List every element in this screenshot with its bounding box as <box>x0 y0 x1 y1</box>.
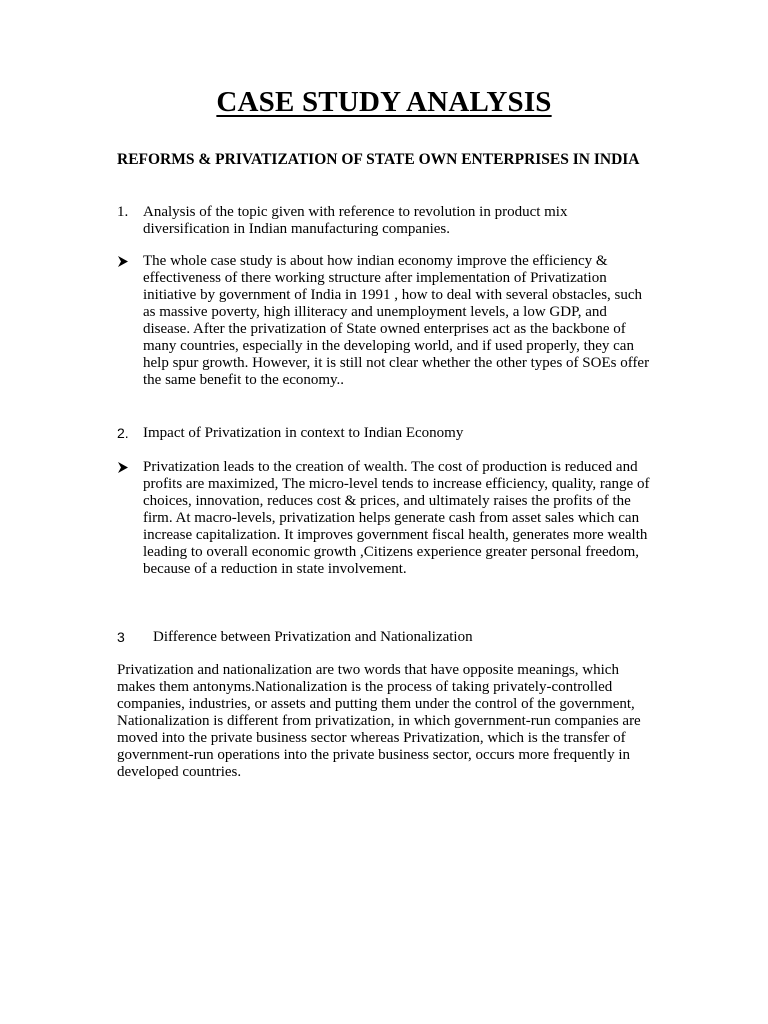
section-3-paragraph: Privatization and nationalization are two words that have opposite meanings, which makes them antonyms.Nationalization is the process of taking privately-controlled companies, industries, or assets and putting them under the control of the government, Nationalization is different from privatization, in which government-run companies are moved into the private business sector whereas Privatization, which is the transfer of government-run operations into the private business sector, occurs more frequently in developed countries. <box>117 662 641 780</box>
section-1-bullet-text: The whole case study is about how indian economy improve the efficiency & effectiveness of there working structure after implementation of Privatization initiative by government of India in 1991 , how to deal with several obstacles, such as massive poverty, high illiteracy and unemployment levels, a low GDP, and disease. After the privatization of State owned enterprises act as the backbone of many countries, especially in the developing world, and if used properly, they can help spur growth. However, it is still not clear whether the other types of SOEs offer the same benefit to the economy.. <box>143 253 650 388</box>
section-2-item <box>117 425 657 442</box>
section-3-number: 3 <box>117 629 125 645</box>
arrow-bullet-icon <box>117 461 129 474</box>
section-3-label: Difference between Privatization and Nationalization <box>153 629 473 645</box>
section-1-label: Analysis of the topic given with reference to revolution in product mix diversification in Indian manufacturing companies. <box>143 204 568 237</box>
section-1-number: 1. <box>117 204 129 220</box>
page-title: CASE STUDY ANALYSIS <box>216 86 552 118</box>
section-2-bullet <box>117 459 657 578</box>
section-1-item <box>117 204 657 238</box>
section-1-bullet <box>117 253 657 389</box>
section-2-number: 2. <box>117 425 129 441</box>
section-2-bullet-text: Privatization leads to the creation of wealth. The cost of production is reduced and profits are maximized, The micro-level tends to increase efficiency, quality, range of choices, innovation, reduces cost & prices, and ultimately raises the profits of the firm. At macro-levels, privatization helps generate cash from asset sales which can increase capitalization. It improves government fiscal health, generates more wealth leading to overall economic growth ,Citizens experience greater personal freedom, because of a reduction in state involvement. <box>143 459 650 577</box>
section-3-item <box>117 629 657 646</box>
arrow-bullet-icon <box>117 255 129 268</box>
section-heading: REFORMS & PRIVATIZATION OF STATE OWN ENTERPRISES IN INDIA <box>117 151 640 168</box>
section-2-label: Impact of Privatization in context to Indian Economy <box>143 425 464 441</box>
